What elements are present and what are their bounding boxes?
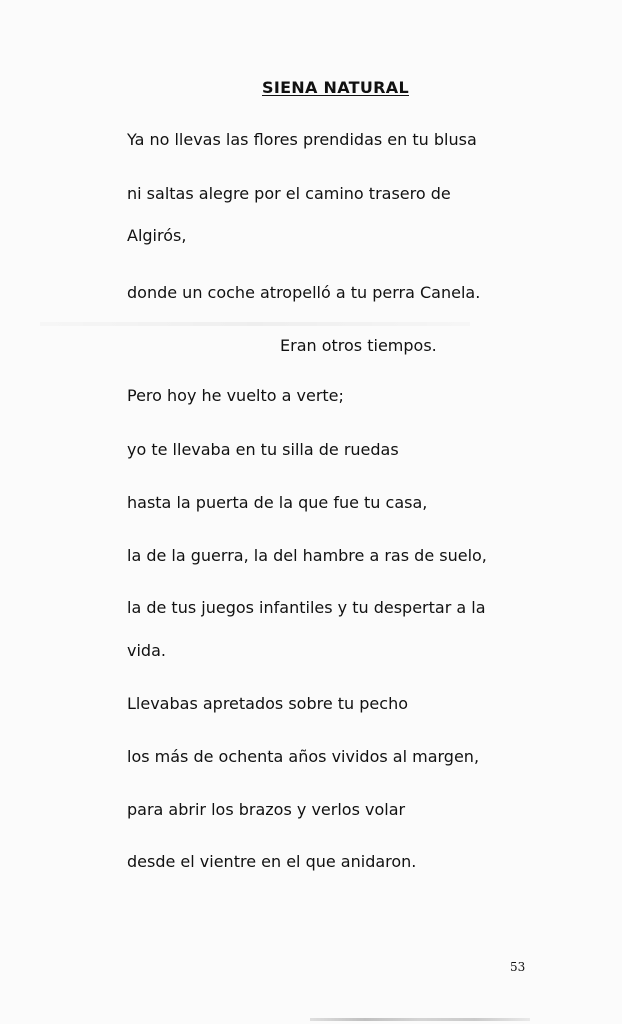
page-number: 53 bbox=[510, 960, 526, 974]
poem-line: hasta la puerta de la que fue tu casa, bbox=[127, 493, 428, 512]
poem-line: los más de ochenta años vividos al margen, bbox=[127, 747, 480, 766]
poem-line: donde un coche atropelló a tu perra Canela. bbox=[127, 283, 481, 302]
poem-line: la de la guerra, la del hambre a ras de suelo, bbox=[127, 546, 487, 565]
poem-line: Algirós, bbox=[127, 226, 187, 245]
poem-line: para abrir los brazos y verlos volar bbox=[127, 800, 406, 819]
poem-line: desde el vientre en el que anidaron. bbox=[127, 852, 417, 871]
poem-line: Pero hoy he vuelto a verte; bbox=[127, 386, 344, 405]
poem-line: la de tus juegos infantiles y tu despertar a la bbox=[127, 598, 486, 617]
poem-title: SIENA NATURAL bbox=[262, 78, 409, 97]
scan-edge-artifact bbox=[310, 1018, 530, 1021]
poem-line: vida. bbox=[127, 641, 166, 660]
poem-line: Eran otros tiempos. bbox=[280, 336, 437, 355]
poem-line: ni saltas alegre por el camino trasero de bbox=[127, 184, 451, 203]
poem-line: Ya no llevas las flores prendidas en tu blusa bbox=[127, 130, 477, 149]
scan-smudge bbox=[40, 322, 470, 326]
poem-line: yo te llevaba en tu silla de ruedas bbox=[127, 440, 399, 459]
poem-line: Llevabas apretados sobre tu pecho bbox=[127, 694, 408, 713]
